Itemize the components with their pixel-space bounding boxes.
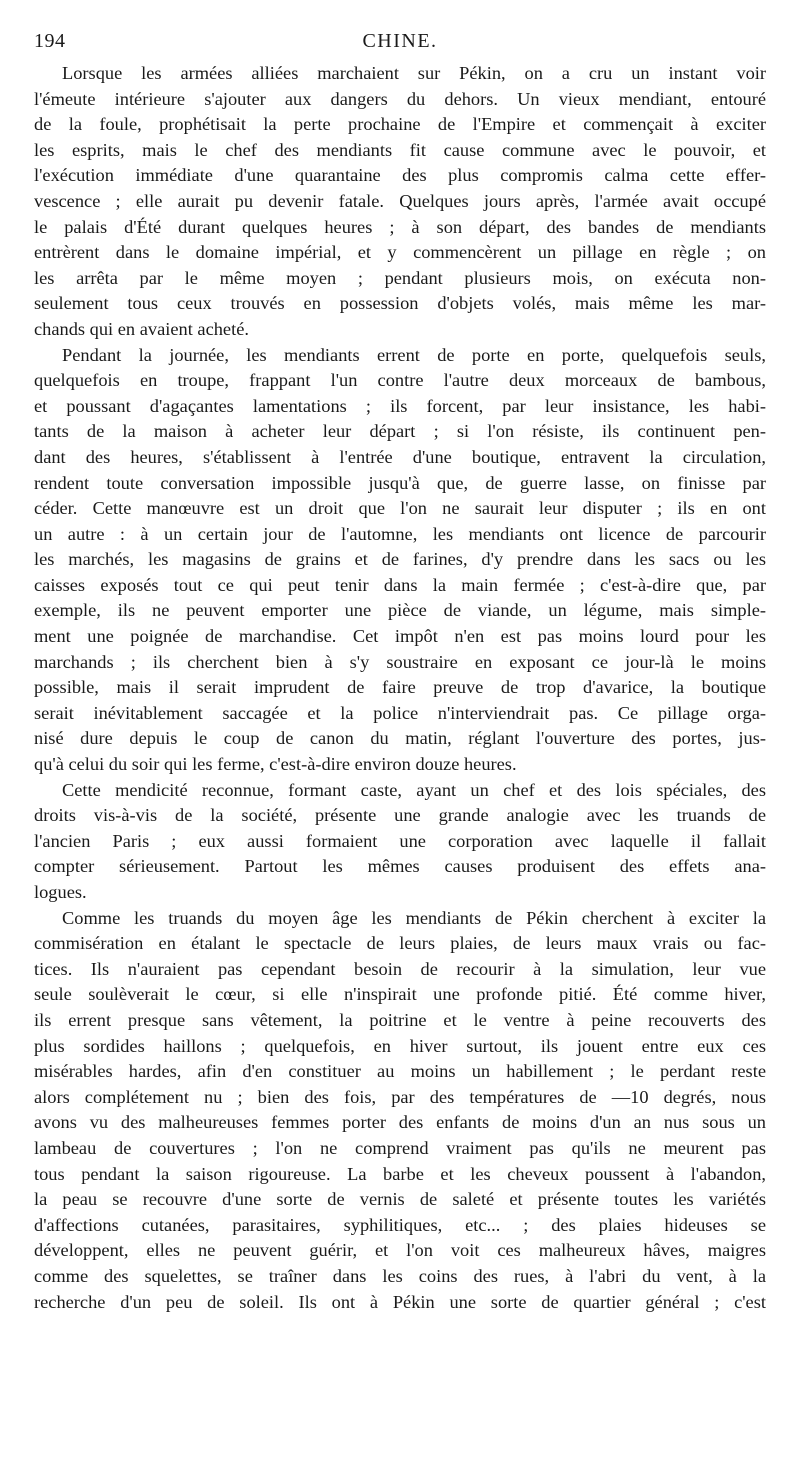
text-line: le palais d'Été durant quelques heures ; à son départ, des bandes de mendiants bbox=[34, 216, 766, 237]
body-text bbox=[34, 61, 766, 1315]
paragraph bbox=[34, 906, 766, 1316]
text-line: serait inévitablement saccagée et la police n'interviendrait pas. Ce pillage orga- bbox=[34, 702, 766, 723]
text-line: l'exécution immédiate d'une quarantaine des plus compromis calma cette effer- bbox=[34, 165, 766, 186]
text-line: avons vu des malheureuses femmes porter des enfants de moins d'un an nus sous un bbox=[34, 1112, 766, 1133]
text-line: alors complétement nu ; bien des fois, par des températures de —10 degrés, nous bbox=[34, 1086, 766, 1107]
text-line: quelquefois en troupe, frappant l'un contre l'autre deux morceaux de bambous, bbox=[34, 370, 766, 391]
running-header bbox=[34, 30, 766, 58]
text-line: un autre : à un certain jour de l'automne, les mendiants ont licence de parcourir bbox=[34, 523, 766, 544]
text-line: Comme les truands du moyen âge les mendiants de Pékin cherchent à exciter la bbox=[62, 907, 766, 928]
text-line: les marchés, les magasins de grains et de farines, d'y prendre dans les sacs ou les bbox=[34, 549, 766, 570]
text-line: céder. Cette manœuvre est un droit que l'on ne saurait leur disputer ; ils en ont bbox=[34, 498, 766, 519]
text-line: possible, mais il serait imprudent de faire preuve de trop d'avarice, la boutique bbox=[34, 677, 766, 698]
text-line: recherche d'un peu de soleil. Ils ont à Pékin une sorte de quartier général ; c'est bbox=[34, 1291, 766, 1312]
text-line: comme des squelettes, se traîner dans les coins des rues, à l'abri du vent, à la bbox=[34, 1265, 766, 1286]
text-line: la peau se recouvre d'une sorte de vernis de saleté et présente toutes les variétés bbox=[34, 1189, 766, 1210]
text-line: tices. Ils n'auraient pas cependant besoin de recourir à la simulation, leur vue bbox=[34, 958, 766, 979]
text-line: qu'à celui du soir qui les ferme, c'est-à-dire environ douze heures. bbox=[34, 754, 517, 775]
text-line: l'émeute intérieure s'ajouter aux dangers du dehors. Un vieux mendiant, entouré bbox=[34, 88, 766, 109]
text-line: droits vis-à-vis de la société, présente une grande analogie avec les truands de bbox=[34, 805, 766, 826]
running-title: CHINE. bbox=[362, 30, 438, 52]
text-line: marchands ; ils cherchent bien à s'y soustraire en exposant ce jour-là le moins bbox=[34, 651, 766, 672]
text-line: plus sordides haillons ; quelquefois, en hiver surtout, ils jouent entre eux ces bbox=[34, 1035, 766, 1056]
text-line: ment une poignée de marchandise. Cet impôt n'en est pas moins lourd pour les bbox=[34, 626, 766, 647]
text-line: rendent toute conversation impossible jusqu'à que, de guerre lasse, on finisse par bbox=[34, 472, 766, 493]
text-line: caisses exposés tout ce qui peut tenir dans la main fermée ; c'est-à-dire que, par bbox=[34, 574, 766, 595]
text-line: chands qui en avaient acheté. bbox=[34, 318, 249, 339]
text-line: les arrêta par le même moyen ; pendant plusieurs mois, on exécuta non- bbox=[34, 267, 766, 288]
text-line: Cette mendicité reconnue, formant caste, ayant un chef et des lois spéciales, des bbox=[62, 779, 766, 800]
paragraph bbox=[34, 778, 766, 906]
text-line: dant des heures, s'établissent à l'entrée d'une boutique, entravent la circulation, bbox=[34, 446, 766, 467]
page-number: 194 bbox=[34, 30, 66, 52]
text-line: développent, elles ne peuvent guérir, et l'on voit ces malheureux hâves, maigres bbox=[34, 1240, 766, 1261]
text-line: compter sérieusement. Partout les mêmes causes produisent des effets ana- bbox=[34, 856, 766, 877]
text-line: nisé dure depuis le coup de canon du matin, réglant l'ouverture des portes, jus- bbox=[34, 728, 766, 749]
text-line: Pendant la journée, les mendiants errent de porte en porte, quelquefois seuls, bbox=[62, 344, 766, 365]
text-line: seulement tous ceux trouvés en possession d'objets volés, mais même les mar- bbox=[34, 293, 766, 314]
text-line: vescence ; elle aurait pu devenir fatale. Quelques jours après, l'armée avait occupé bbox=[34, 190, 766, 211]
paragraph bbox=[34, 61, 766, 343]
text-line: ils errent presque sans vêtement, la poitrine et le ventre à peine recouverts des bbox=[34, 1009, 766, 1030]
text-line: d'affections cutanées, parasitaires, syphilitiques, etc... ; des plaies hideuses se bbox=[34, 1214, 766, 1235]
text-line: seule soulèverait le cœur, si elle n'inspirait une profonde pitié. Été comme hiver, bbox=[34, 984, 766, 1005]
text-line: et poussant d'agaçantes lamentations ; ils forcent, par leur insistance, les habi- bbox=[34, 395, 766, 416]
text-line: tous pendant la saison rigoureuse. La barbe et les cheveux poussent à l'abandon, bbox=[34, 1163, 766, 1184]
text-line: tants de la maison à acheter leur départ ; si l'on résiste, ils continuent pen- bbox=[34, 421, 766, 442]
text-line: lambeau de couvertures ; l'on ne comprend vraiment pas qu'ils ne meurent pas bbox=[34, 1137, 766, 1158]
text-line: l'ancien Paris ; eux aussi formaient une corporation avec laquelle il fallait bbox=[34, 830, 766, 851]
text-line: les esprits, mais le chef des mendiants fit cause commune avec le pouvoir, et bbox=[34, 139, 766, 160]
text-line: entrèrent dans le domaine impérial, et y commencèrent un pillage en règle ; on bbox=[34, 242, 766, 263]
text-line: de la foule, prophétisait la perte prochaine de l'Empire et commençait à exciter bbox=[34, 114, 766, 135]
text-line: commisération en étalant le spectacle de leurs plaies, de leurs maux vrais ou fac- bbox=[34, 933, 766, 954]
text-line: Lorsque les armées alliées marchaient sur Pékin, on a cru un instant voir bbox=[62, 63, 766, 83]
text-line: exemple, ils ne peuvent emporter une pièce de viande, un légume, mais simple- bbox=[34, 600, 766, 621]
text-line: misérables hardes, afin d'en constituer au moins un habillement ; le perdant reste bbox=[34, 1061, 766, 1082]
text-line: logues. bbox=[34, 882, 87, 902]
paragraph bbox=[34, 343, 766, 778]
